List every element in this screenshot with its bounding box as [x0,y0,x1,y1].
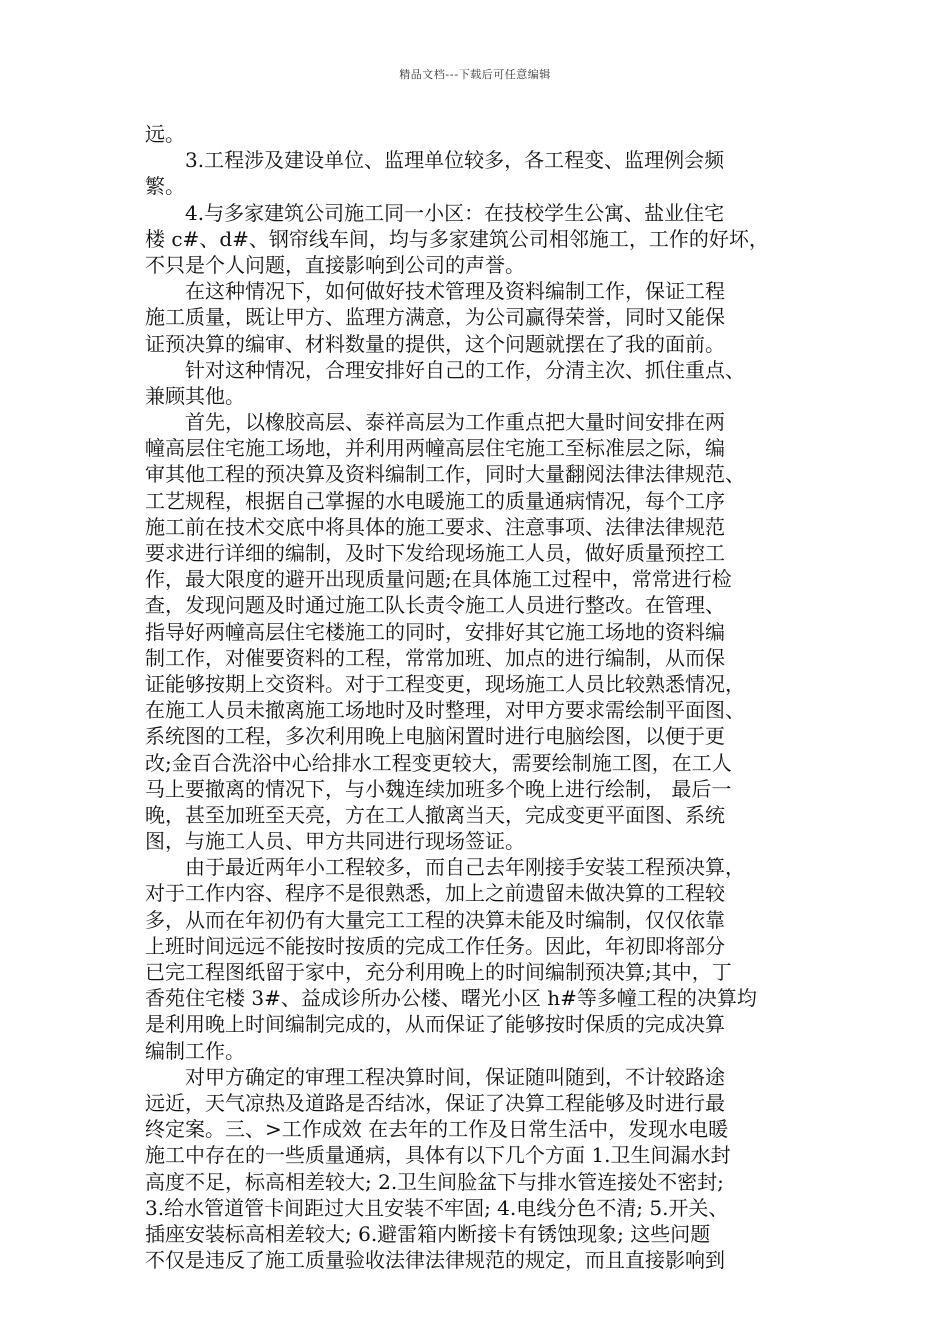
text-line: 针对这种情况，合理安排好自己的工作，分清主次、抓住重点、 [185,357,745,382]
text-line: 楼 c#、d#、钢帘线车间，均与多家建筑公司相邻施工，工作的好坏， [145,226,769,251]
page-header: 精品文档---下载后可任意编辑 [399,68,551,81]
text-line: 编制工作。 [145,1038,245,1063]
document-body [145,121,810,1273]
text-line: 施工质量，既让甲方、监理方满意，为公司赢得荣誉，同时又能保 [145,305,725,330]
text-line: 幢高层住宅施工场地，并利用两幢高层住宅施工至标准层之际，编 [145,436,725,461]
text-line: 繁。 [145,174,185,199]
text-line: 改;金百合洗浴中心给排水工程变更较大，需要绘制施工图，在工人 [145,750,732,775]
text-line: 4.与多家建筑公司施工同一小区：在技校学生公寓、盐业住宅 [185,200,725,225]
text-line: 查，发现问题及时通过施工队长责令施工人员进行整改。在管理、 [145,593,725,618]
text-line: 高度不足，标高相差较大; 2.卫生间脸盆下与排水管连接处不密封; [145,1169,724,1194]
text-line: 插座安装标高相差较大; 6.避雷箱内断接卡有锈蚀现象; 这些问题 [145,1221,711,1246]
text-line: 由于最近两年小工程较多，而自己去年刚接手安装工程预决算， [185,855,745,880]
text-line: 在这种情况下，如何做好技术管理及资料编制工作，保证工程 [185,279,725,304]
text-line: 不只是个人问题，直接影响到公司的声誉。 [145,252,525,277]
text-line: 兼顾其他。 [145,383,245,408]
text-line: 制工作，对催要资料的工程，常常加班、加点的进行编制，从而保 [145,645,725,670]
text-line: 不仅是违反了施工质量验收法律法律规范的规定，而且直接影响到 [145,1248,725,1273]
text-line: 施工中存在的一些质量通病，具体有以下几个方面 1.卫生间漏水封 [145,1143,731,1168]
text-line: 远近，天气凉热及道路是否结冰，保证了决算工程能够及时进行最 [145,1090,725,1115]
text-line: 晚，甚至加班至天亮，方在工人撤离当天，完成变更平面图、系统 [145,802,725,827]
text-line: 对甲方确定的审理工程决算时间，保证随叫随到，不计较路途 [185,1064,725,1089]
text-line: 工艺规程，根据自己掌握的水电暖施工的质量通病情况，每个工序 [145,488,725,513]
text-line: 在施工人员未撤离施工场地时及时整理，对甲方要求需绘制平面图、 [145,698,745,723]
text-line: 远。 [145,122,185,146]
text-line: 上班时间远远不能按时按质的完成工作任务。因此，年初即将部分 [145,933,725,958]
text-line: 指导好两幢高层住宅楼施工的同时，安排好其它施工场地的资料编 [145,619,725,644]
text-line: 3.给水管道管卡间距过大且安装不牢固; 4.电线分色不清; 5.开关、 [145,1195,729,1220]
text-line: 证预决算的编审、材料数量的提供，这个问题就摆在了我的面前。 [145,331,725,356]
text-line: 多，从而在年初仍有大量完工工程的决算未能及时编制，仅仅依靠 [145,907,725,932]
text-line: 要求进行详细的编制，及时下发给现场施工人员，做好质量预控工 [145,541,725,565]
text-line: 作，最大限度的避开出现质量问题;在具体施工过程中，常常进行检 [145,567,732,592]
text-line: 是利用晚上时间编制完成的，从而保证了能够按时保质的完成决算 [145,1012,725,1037]
text-line: 施工前在技术交底中将具体的施工要求、注意事项、法律法律规范 [145,514,725,539]
text-line: 系统图的工程，多次利用晚上电脑闲置时进行电脑绘图，以便于更 [145,724,725,749]
text-line: 对于工作内容、程序不是很熟悉，加上之前遗留未做决算的工程较 [145,881,725,906]
text-line: 审其他工程的预决算及资料编制工作，同时大量翻阅法律法律规范、 [145,462,745,487]
text-line: 已完工程图纸留于家中，充分利用晚上的时间编制预决算;其中，丁 [145,960,732,984]
text-line: 首先，以橡胶高层、泰祥高层为工作重点把大量时间安排在两 [185,410,725,435]
text-line: 马上要撤离的情况下，与小魏连续加班多个晚上进行绘制， 最后一 [145,776,732,801]
text-line: 终定案。三、>工作成效 在去年的工作及日常生活中，发现水电暖 [145,1117,729,1142]
text-line: 3.工程涉及建设单位、监理单位较多，各工程变、监理例会频 [185,148,725,173]
text-line: 证能够按期上交资料。对于工程变更，现场施工人员比较熟悉情况， [145,671,745,696]
text-line: 图，与施工人员、甲方共同进行现场签证。 [145,829,525,854]
text-line: 香苑住宅楼 3#、益成诊所办公楼、曙光小区 h#等多幢工程的决算均 [145,986,757,1011]
